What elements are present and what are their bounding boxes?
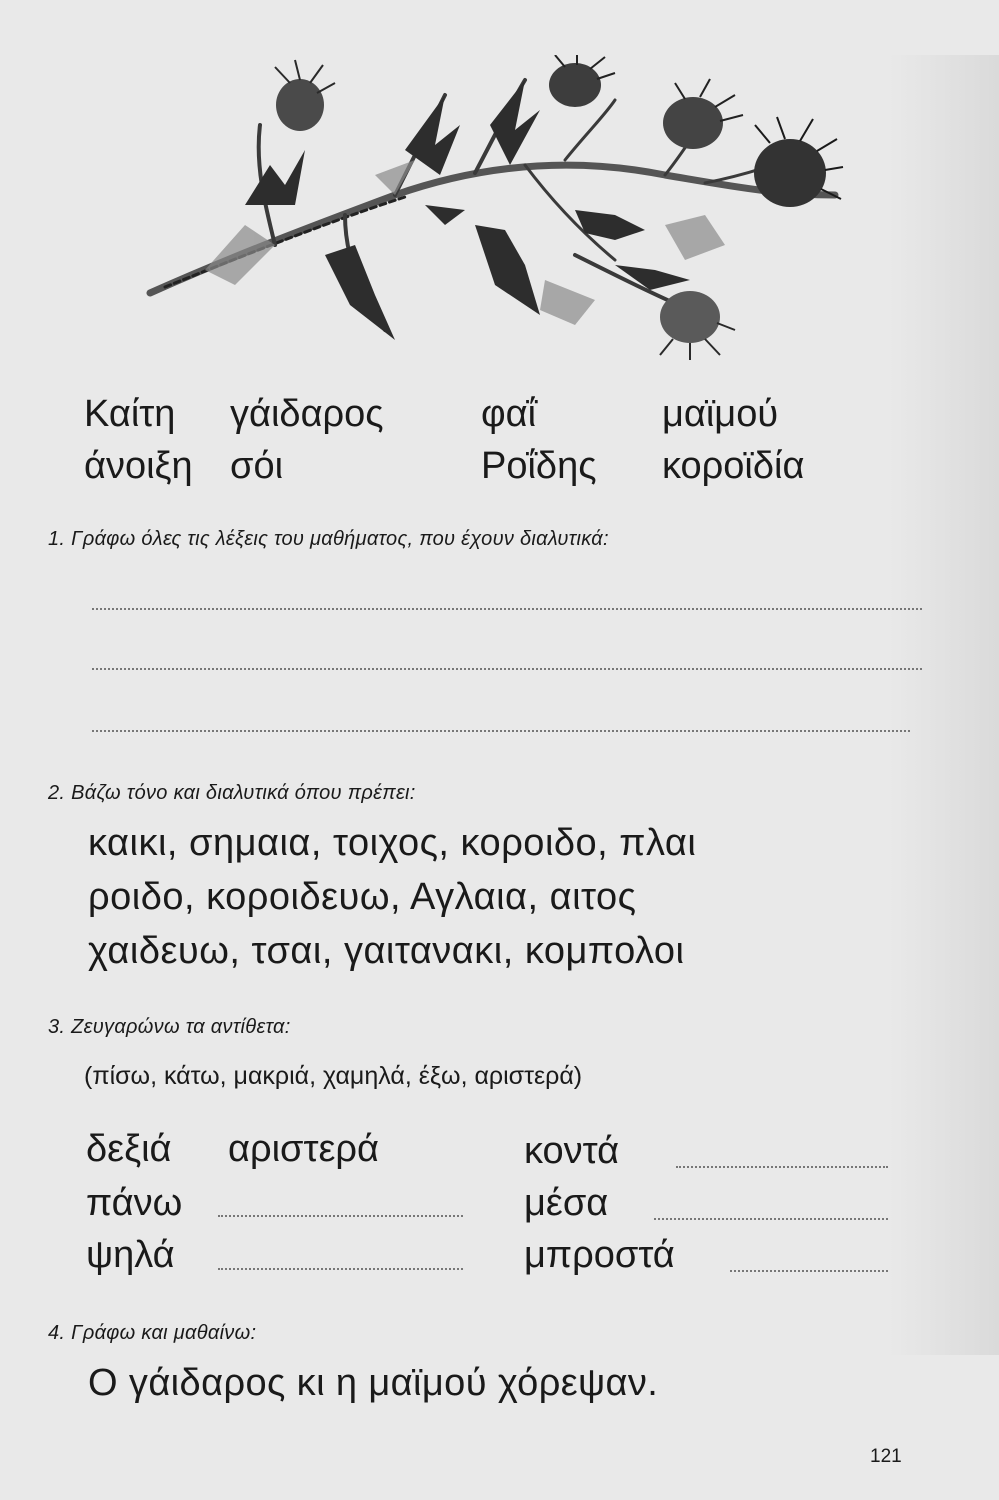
intro-word: κοροϊδία: [662, 445, 805, 487]
exercise-3-instruction: 3. Ζευγαρώνω τα αντίθετα:: [48, 1016, 291, 1038]
antonym-word: ψηλά: [86, 1234, 175, 1276]
copy-sentence: Ο γάιδαρος κι η μαϊμού χόρεψαν.: [88, 1362, 659, 1404]
exercise-1-instruction: 1. Γράφω όλες τις λέξεις του μαθήματος, που έχουν διαλυτικά:: [48, 528, 609, 550]
exercise-2-line: καικι, σημαια, τοιχος, κοροιδο, πλαι: [88, 822, 697, 864]
intro-word: φαΐ: [481, 393, 537, 435]
antonym-answer-line[interactable]: [654, 1218, 888, 1220]
antonym-answer: αριστερά: [228, 1128, 380, 1170]
antonym-word: μπροστά: [524, 1234, 675, 1276]
antonym-answer-line[interactable]: [676, 1166, 888, 1168]
intro-word: άνοιξη: [84, 445, 193, 487]
antonym-word: πάνω: [86, 1182, 183, 1224]
thistle-branch-illustration: [145, 55, 845, 365]
intro-word: γάιδαρος: [230, 393, 384, 435]
antonym-answer-line[interactable]: [218, 1215, 463, 1217]
answer-line[interactable]: [92, 608, 922, 610]
exercise-4-instruction: 4. Γράφω και μαθαίνω:: [48, 1322, 257, 1344]
page-number: 121: [870, 1446, 902, 1467]
antonym-options: (πίσω, κάτω, μακριά, χαμηλά, έξω, αριστερά): [84, 1062, 583, 1090]
intro-word: Καίτη: [84, 393, 176, 435]
intro-word: σόι: [230, 445, 284, 487]
answer-line[interactable]: [92, 730, 910, 732]
antonym-answer-line[interactable]: [730, 1270, 888, 1272]
antonym-word: κοντά: [524, 1130, 620, 1172]
exercise-2-line: χαιδευω, τσαι, γαιτανακι, κομπολοι: [88, 930, 685, 972]
intro-word: μαϊμού: [662, 393, 779, 435]
answer-line[interactable]: [92, 668, 922, 670]
antonym-word: μέσα: [524, 1182, 609, 1224]
exercise-2-line: ροιδο, κοροιδευω, Αγλαια, αιτος: [88, 876, 637, 918]
antonym-answer-line[interactable]: [218, 1268, 463, 1270]
bleed-through-shadow: [889, 55, 999, 1355]
exercise-2-instruction: 2. Βάζω τόνο και διαλυτικά όπου πρέπει:: [48, 782, 416, 804]
antonym-word: δεξιά: [86, 1128, 172, 1170]
intro-word: Ροΐδης: [481, 445, 597, 487]
